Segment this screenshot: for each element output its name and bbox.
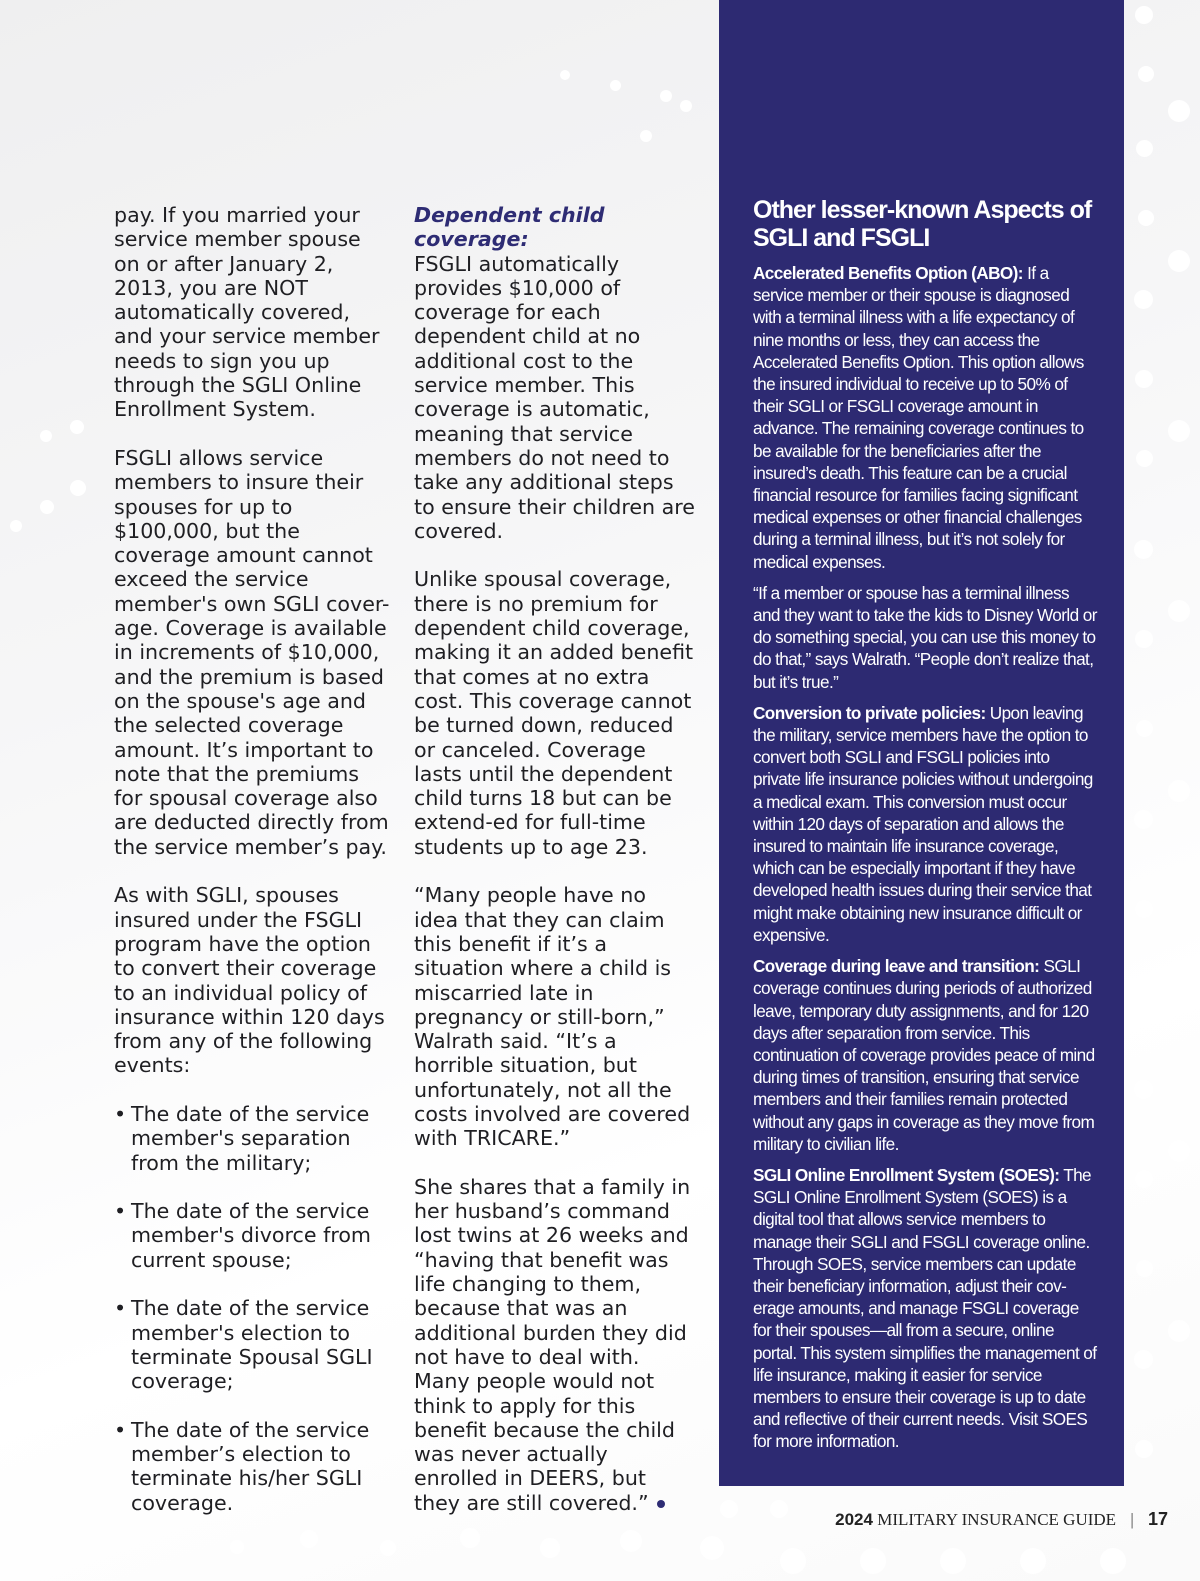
sidebar-box [719, 0, 1124, 1486]
paragraph: FSGLI automatically provides $10,000 of coverage for each dependent child at no additional cost to the service member. This coverage is automatic, meaning that service members do not need to take any additional steps to ensure their children are covered. [414, 251, 695, 543]
paragraph: As with SGLI, spouses insured under the FSGLI program have the option to convert their coverage to an individual policy of insurance within 120 days from any of the following events: [114, 883, 385, 1078]
sidebar-content [753, 196, 1098, 1462]
sidebar-text: If a service member or their spouse is diagnosed with a terminal illness with a life expectancy of nine months or less, they can access the Accelerated Benefits Option. This option allows the insured individual to receive up to 50% of their SGLI or FSGLI coverage amount in advance. The remaining coverage continues to be available for the beneficiaries after the insured’s death. This feature can be a crucial financial resource for families facing significant medical expenses or other financial challenges during a terminal illness, but it’s not solely for medical expenses. [753, 263, 1084, 572]
paragraph: pay. If you married your service member spouse on or after January 2, 2013, you are NOT automatically covered, and your service member needs to sign you up through the SGLI Online Enrollment System. [114, 203, 380, 422]
end-of-article-mark [657, 1500, 665, 1508]
subheading-dependent-child: Dependent child coverage: [414, 203, 605, 252]
paragraph: Unlike spousal coverage, there is no premium for dependent child coverage, making it an added benefit that comes at no extra cost. This coverage cannot be turned down, reduced or canceled. Coverage lasts until the dependent child turns 18 but can be extend-ed for full-time students up to age 23. [414, 567, 694, 859]
sidebar-text: The SGLI Online Enrollment System (SOES) is a digital tool that allows service members to manage their SGLI and FSGLI coverage online. Through SOES, service members can update their beneficiary information, adjust their cov-erage amounts, and manage FSGLI coverage for their spouses—all from a secure, online portal. This system simplifies the management of life insurance, making it easier for service members to ensure their coverage is up to date and reflective of their current needs. Visit SOES for more information. [753, 1164, 1097, 1452]
footer-publication: MILITARY INSURANCE GUIDE [877, 1510, 1117, 1529]
sidebar-conversion [753, 702, 1098, 946]
footer-year: 2024 [835, 1510, 873, 1529]
article-column-middle [414, 203, 696, 1539]
paragraph: FSGLI allows service members to insure their spouses for up to $100,000, but the coverage amount cannot exceed the service member's own SGLI cover-age. Coverage is available in increments of $10,000, and the premium is based on the spouse's age and the selected coverage amount. It’s important to note that the premiums for spousal coverage also are deducted directly from the service member’s pay. [114, 445, 390, 859]
sidebar-text: Upon leaving the military, service members have the option to convert both SGLI and FSGLI policies into private life insurance policies without undergoing a medical exam. This conversion must occur within 120 days of separation and allows the insured to maintain life insurance coverage, which can be especially important if they have developed health issues during their service that might make obtaining new insurance difficult or expensive. [753, 702, 1093, 945]
sidebar-heading: Accelerated Benefits Option (ABO): [753, 263, 1023, 283]
sidebar-text: SGLI coverage continues during periods of authorized leave, temporary duty assignments, and for 120 days after separation from service. This continuation of coverage provides peace of mind during times of transition, ensuring that service members and their families remain protected without any gaps in coverage as they move from military to civilian life. [753, 956, 1095, 1154]
last-paragraph [414, 1175, 696, 1515]
dependent-child-section [414, 203, 696, 543]
sidebar-title: Other lesser-known Aspects of SGLI and FSGLI [753, 196, 1092, 252]
sidebar-heading: SGLI Online Enrollment System (SOES): [753, 1164, 1060, 1185]
article-column-left [114, 203, 392, 1539]
conversion-events-list [114, 1102, 392, 1515]
list-item: • The date of the service member's election to terminate Spousal SGLI coverage; [114, 1296, 392, 1393]
sidebar-heading: Coverage during leave and transition: [753, 956, 1040, 977]
sidebar-abo [753, 262, 1098, 573]
page-number: 17 [1147, 1509, 1168, 1529]
list-item: • The date of the service member's divorce from current spouse; [114, 1199, 392, 1272]
paragraph: She shares that a family in her husband’s command lost twins at 26 weeks and “having that benefit was life changing to them, because that was an additional burden they did not have to deal with. Many people would not think to apply for this benefit because the child was never actually enrolled in DEERS, but they are still covered.” [414, 1174, 691, 1515]
list-item: • The date of the service member's separation from the military; [114, 1102, 392, 1175]
sidebar-heading: Conversion to private policies: [753, 702, 986, 723]
sidebar-leave [753, 955, 1098, 1155]
sidebar-soes [753, 1164, 1098, 1453]
list-item: • The date of the service member’s election to terminate his/her SGLI coverage. [114, 1418, 392, 1515]
paragraph: “Many people have no idea that they can claim this benefit if it’s a situation where a child is miscarried late in pregnancy or still-born,” Walrath said. “It’s a horrible situation, but unfortunately, not all the costs involved are covered with TRICARE.” [414, 883, 691, 1151]
sidebar-quote: “If a member or spouse has a terminal illness and they want to take the kids to Disney World or do something special, you can use this money to do that,” says Walrath. “People don’t realize that, but it’s true.” [753, 582, 1097, 692]
page-footer [835, 1509, 1168, 1530]
footer-separator: | [1130, 1510, 1134, 1529]
